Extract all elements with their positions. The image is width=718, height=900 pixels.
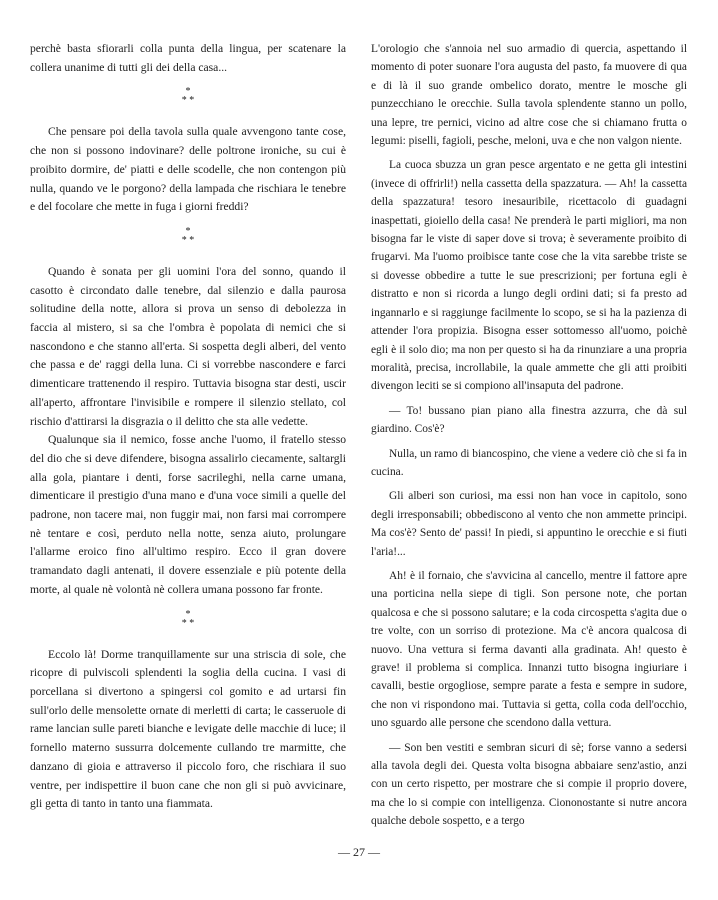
page-number: — 27 —: [338, 845, 380, 859]
asterism-bottom: * *: [181, 234, 195, 246]
left-column: [30, 40, 346, 814]
right-column: [371, 40, 687, 831]
asterism-top: *: [185, 608, 191, 620]
section-divider: [30, 87, 346, 105]
paragraph: perchè basta sfiorarli colla punta della lingua, per scatenare la collera unanime di tutti gli dei della casa...: [30, 42, 346, 74]
paragraph: Ah! è il fornaio, che s'avvicina al cancello, mentre il fattore apre una porticina nella siepe di tigli. Son persone note, che portan qualcosa e che si possono salutare; e la coda circospetta s'agita due o tre volte, con un sorriso di protezione. Ma c'è ancora qualcosa di nuovo. Una vettura si ferma davanti alla gradinata. Ah! questo è grave! il problema si complica. Innanzi tutto bisogna ingiuriare i cavalli, bestie orgogliose, sempre parate a festa e sempre in sudore, che non vi rispondono mai. Tuttavia si getta, colla coda dell'occhio, uno sguardo alle persone che scendono dalla vettura.: [371, 569, 687, 730]
asterism-bottom: * *: [181, 617, 195, 629]
paragraph: L'orologio che s'annoia nel suo armadio di quercia, aspettando il momento di poter suonare l'ora augusta del pasto, fa muovere di qua e di là il suo grande ombelico dorato, mentre le mosche gli punzecchiano le orecchie. Sulla tavola splendente stanno un pollo, una lepre, tre pernici, vicino ad altre cose che si chiamano frutta o legumi: piselli, fagioli, pesche, meloni, uva e che non valgon niente.: [371, 43, 687, 148]
paragraph: Nulla, un ramo di biancospino, che viene a vedere ciò che si fa in cucina.: [371, 447, 687, 478]
paragraph: Che pensare poi della tavola sulla quale avvengono tante cose, che non si possono indovinare? delle poltrone ironiche, su cui è proibito dormire, de' piatti e delle scodelle, che non contengon più nulla, quando ve le porgono? della lampada che rischiara le tenebre e del focolare che mette in fuga i giorni freddi?: [30, 125, 346, 214]
paragraph: — Son ben vestiti e sembran sicuri di sè; forse vanno a sedersi alla tavola degli dei. Questa volta bisogna abbaiare senz'astio, anzi con un certo rispetto, per mostrare che si compie il proprio dovere, ma che lo si compie con intelligenza. Ciononostante si nutre ancora qualche debole sospetto, e a tergo: [371, 741, 687, 828]
section-divider: [30, 227, 346, 245]
paragraph: Qualunque sia il nemico, fosse anche l'uomo, il fratello stesso del dio che si deve difendere, bisogna assalirlo ciecamente, saltargli alla gola, piantare i denti, forse sacrileghi, nella carne umana, dimenticare il prestigio d'una mano e d'una voce simili a quelle del padrone, non tacere mai, non fuggir mai, non farsi mai corrompere nè tentare e così, perduto nella notte, senza aiuto, prolungare l'allarme eroico fino all'ultimo respiro. Ecco il gran dovere tramandato dagli antenati, il dovere essenziale e più potente della morte, al quale nè volontà nè collera umana possono far fronte.: [30, 433, 346, 596]
asterism-top: *: [185, 86, 191, 98]
paragraph: Gli alberi son curiosi, ma essi non han voce in capitolo, sono degli irresponsabili; obbediscono al vento che non ammette principi. Ma cos'è? Sento de' passi! In piedi, si appuntino le orecchie e si fiuti l'aria!...: [371, 490, 687, 558]
paragraph: — To! bussano pian piano alla finestra azzurra, che dà sul giardino. Cos'è?: [371, 404, 687, 436]
section-divider: [30, 610, 346, 628]
paragraph: Eccolo là! Dorme tranquillamente sur una striscia di sole, che ricopre di pulviscoli splendenti la soglia della cucina. I vasi di porcellana si divertono a spingersi col gomito e ad urtarsi fin sull'orlo delle mensolette ornate di merletti di carta; le casseruole di rame lancian sulle pareti bianche e levigate delle macchie di luce; il fornello materno sussurra dolcemente cullando tre marmitte, che danzano di gioia e attraverso il piccolo foro, che rischiara il suo ventre, per indispettire il buon cane che non gli si può avvicinare, gli getta di tanto in tanto una fiammata.: [30, 647, 346, 811]
asterism-bottom: * *: [181, 95, 195, 107]
asterism-top: *: [185, 225, 191, 237]
paragraph: La cuoca sbuzza un gran pesce argentato e ne getta gli intestini (invece di offrirli!) nella cassetta della spazzatura. — Ah! la cassetta della spazzatura! tesoro inesauribile, ricettacolo di guadagni inaspettati, gioiello della casa! Ne prenderà le parti migliori, ma non bisogna far le viste di saper dove si trova; è severamente proibito di frugarvi. Ma l'uomo proibisce tante cose che la vita sarebbe triste se si dovesse obbedire a tutte le sue prescrizioni; per fortuna egli è distratto e non si ricorda a lungo degli ordini dati; si fa presto ad ingannarlo e si raggiunge facilmente lo scopo, se si ha la pazienza di attender l'ora propizia. Bisogna esser sottomesso all'uomo, poichè egli è il solo dio; ma non per questo si ha da rinunziare a una propria moralità, precisa, incrollabile, la quale ammette che gli atti proibiti divengon leciti se si compiono all'insaputa del padrone.: [371, 159, 687, 393]
paragraph: Quando è sonata per gli uomini l'ora del sonno, quando il casotto è circondato dalle tenebre, dal silenzio e dalla paurosa solitudine della notte, allora si prova un senso di debolezza in faccia al mistero, si sa che l'ombra è popolata di nemici che si nascondono e che stanno all'erta. Si sospetta degli alberi, del vento che passa e de' raggi della luna. Ci si vorrebbe nascondere e farci dimenticare trattenendo il respiro. Tuttavia bisogna star desti, uscir all'aperto, affrontare l'invisibile e rompere il silenzio stellato, col rischio d'attirarsi la disgrazia o il delitto che sta alle vedette.: [30, 264, 346, 428]
